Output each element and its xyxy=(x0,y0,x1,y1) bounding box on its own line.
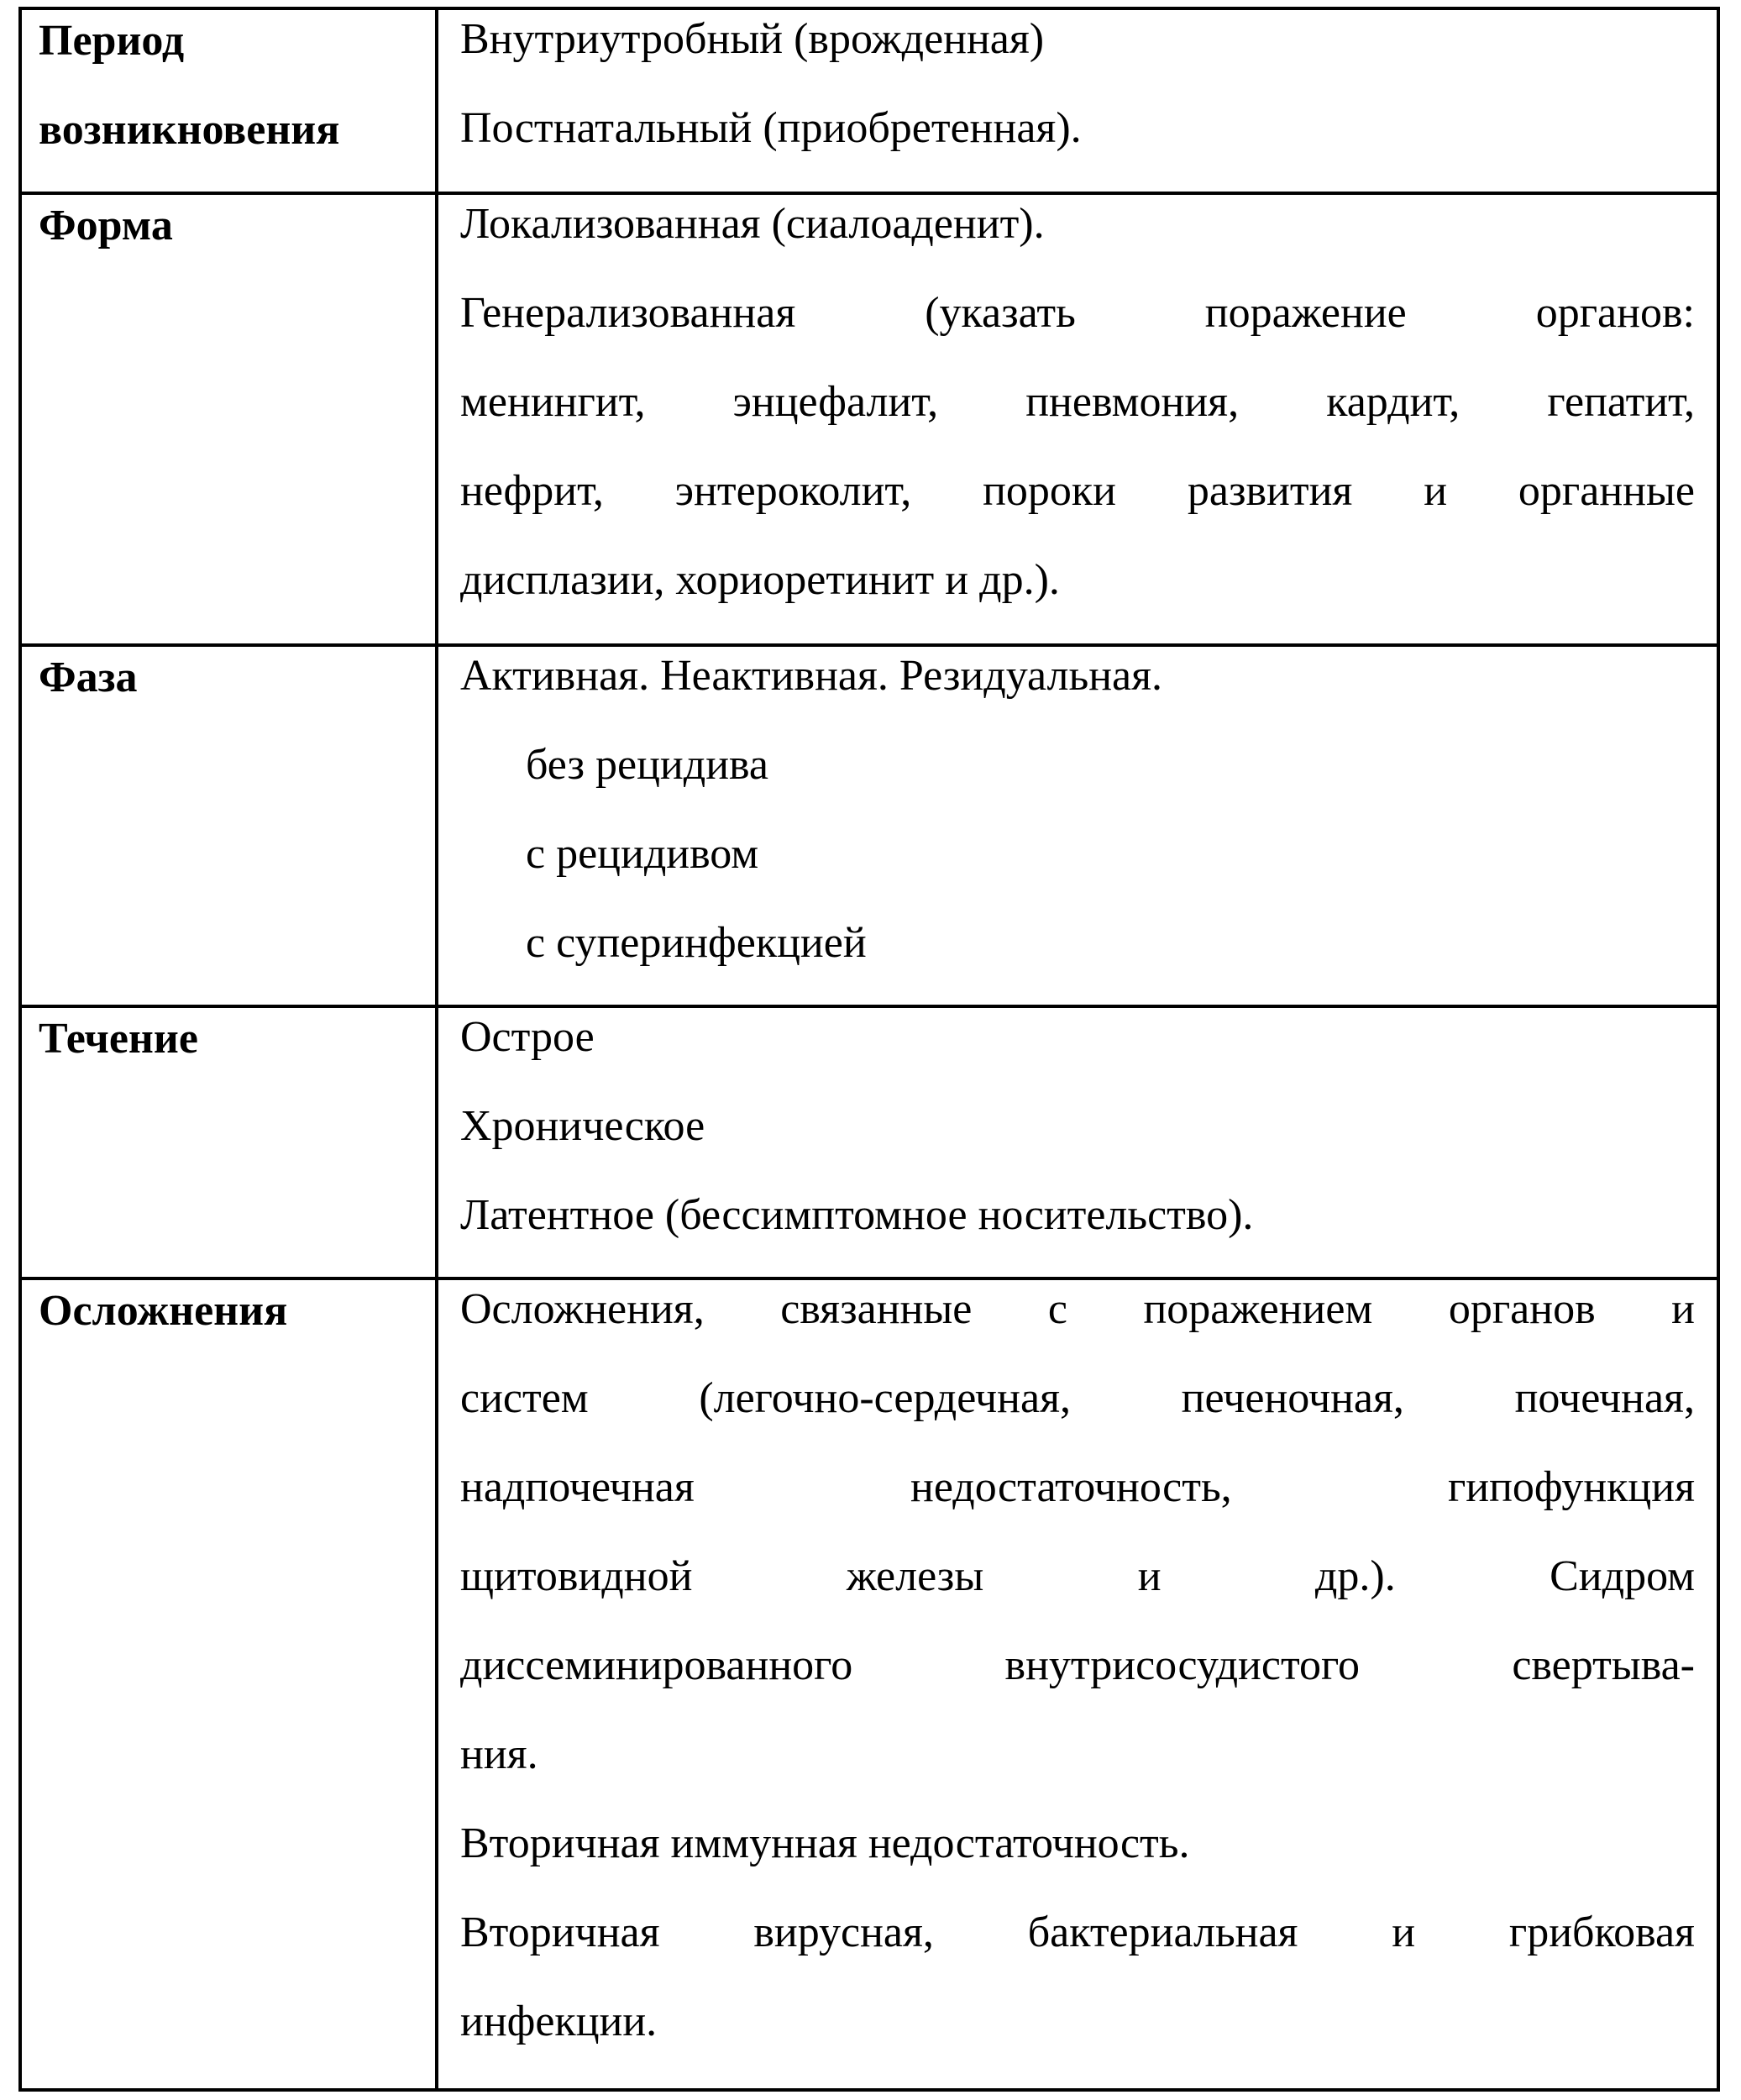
content-cell xyxy=(438,1280,1717,2092)
word: пневмония, xyxy=(1025,378,1240,426)
content-line: Постнатальный (приобретенная). xyxy=(460,104,1082,152)
word: диссеминированного xyxy=(460,1641,853,1689)
word: Осложнения, xyxy=(460,1285,705,1333)
content-line: ния. xyxy=(460,1730,538,1778)
word: и xyxy=(1392,1908,1416,1956)
word: пороки xyxy=(983,467,1117,515)
label-cell xyxy=(22,1008,438,1277)
row-label: Течение xyxy=(39,1015,198,1063)
list-item-text: с рецидивом xyxy=(526,830,759,878)
list-item xyxy=(460,810,1695,899)
label-cell xyxy=(22,10,438,192)
content-line xyxy=(460,1532,1695,1621)
word: надпочечная xyxy=(460,1463,695,1511)
content-line: Хроническое xyxy=(460,1102,705,1150)
word: нефрит, xyxy=(460,467,604,515)
table-row-course xyxy=(22,1008,1717,1280)
content-line xyxy=(460,269,1695,358)
content-line xyxy=(460,1354,1695,1443)
row-label: возникновения xyxy=(39,106,340,154)
content-line xyxy=(460,1888,1695,1977)
row-label: Фаза xyxy=(39,654,138,701)
content-line: Вторичная иммунная недостаточность. xyxy=(460,1819,1190,1867)
row-label: Форма xyxy=(39,202,173,249)
word: поражением xyxy=(1143,1285,1373,1333)
word: вирусная, xyxy=(753,1908,934,1956)
content-cell xyxy=(438,1008,1717,1277)
content-cell xyxy=(438,647,1717,1005)
content-cell xyxy=(438,10,1717,192)
word: развития xyxy=(1187,467,1353,515)
word: щитовидной xyxy=(460,1552,693,1600)
content-line: Острое xyxy=(460,1013,595,1061)
dash-bullet xyxy=(460,721,526,810)
word: (указать xyxy=(925,289,1076,337)
label-cell xyxy=(22,195,438,643)
word: гипофункция xyxy=(1447,1463,1695,1511)
list-item xyxy=(460,721,1695,810)
table-row-form xyxy=(22,195,1717,647)
word: поражение xyxy=(1204,289,1407,337)
word: менингит, xyxy=(460,378,646,426)
word: кардит, xyxy=(1326,378,1460,426)
word: органов xyxy=(1448,1285,1596,1333)
content-line xyxy=(460,1621,1695,1710)
word: печеночная, xyxy=(1181,1374,1404,1422)
word: Генерализованная xyxy=(460,289,796,337)
word: грибковая xyxy=(1508,1908,1695,1956)
content-cell xyxy=(438,195,1717,643)
word: (легочно-сердечная, xyxy=(699,1374,1071,1422)
content-line xyxy=(460,1443,1695,1532)
word: органные xyxy=(1518,467,1695,515)
word: органов: xyxy=(1535,289,1695,337)
dash-bullet xyxy=(460,810,526,899)
list-item-text: с суперинфекцией xyxy=(526,919,867,967)
word: почечная, xyxy=(1514,1374,1695,1422)
content-line: инфекции. xyxy=(460,1998,658,2045)
word: и xyxy=(1137,1552,1162,1600)
row-label: Осложнения xyxy=(39,1287,288,1335)
list-item xyxy=(460,899,1695,988)
word: внутрисосудистого xyxy=(1004,1641,1361,1689)
content-line: дисплазии, хориоретинит и др.). xyxy=(460,556,1060,604)
word: др.). xyxy=(1314,1552,1396,1600)
word: энтероколит, xyxy=(674,467,912,515)
content-line: Внутриутробный (врожденная) xyxy=(460,15,1045,63)
dash-bullet xyxy=(460,899,526,988)
content-line: Локализованная (сиалоаденит). xyxy=(460,200,1045,248)
row-label: Период xyxy=(39,17,185,65)
content-line: Активная. Неактивная. Резидуальная. xyxy=(460,652,1163,700)
word: Сидром xyxy=(1550,1552,1695,1600)
content-line xyxy=(460,1265,1695,1354)
word: недостаточность, xyxy=(910,1463,1232,1511)
word: энцефалит, xyxy=(732,378,939,426)
table-row-complications xyxy=(22,1280,1717,2092)
word: связанные xyxy=(780,1285,973,1333)
word: Вторичная xyxy=(460,1908,660,1956)
word: гепатит, xyxy=(1547,378,1695,426)
label-cell xyxy=(22,1280,438,2092)
word: железы xyxy=(846,1552,984,1600)
content-line xyxy=(460,447,1695,536)
content-line xyxy=(460,358,1695,447)
list-item-text: без рецидива xyxy=(526,741,768,789)
word: с xyxy=(1047,1285,1067,1333)
word: свертыва- xyxy=(1512,1641,1695,1689)
word: систем xyxy=(460,1374,589,1422)
classification-table xyxy=(18,7,1720,2092)
label-cell xyxy=(22,647,438,1005)
table-row-period xyxy=(22,10,1717,195)
content-line: Латентное (бессимптомное носительство). xyxy=(460,1191,1254,1239)
table-row-phase xyxy=(22,647,1717,1008)
word: и xyxy=(1671,1285,1695,1333)
word: и xyxy=(1424,467,1448,515)
word: бактериальная xyxy=(1027,1908,1298,1956)
